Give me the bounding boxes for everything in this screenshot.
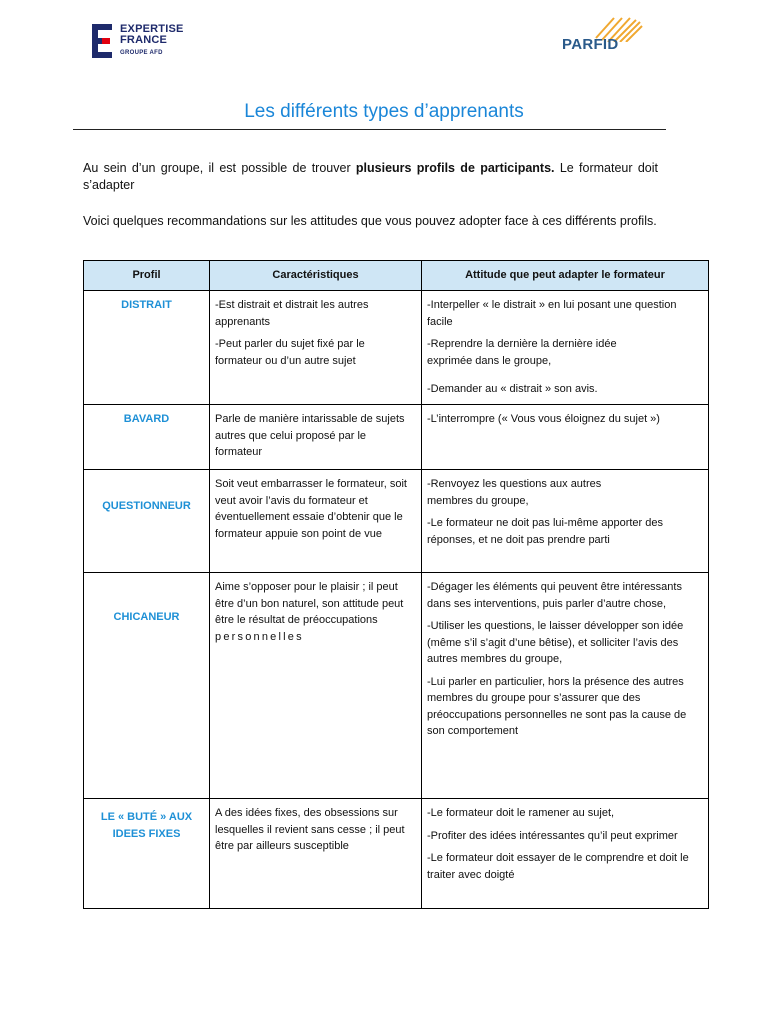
profiles-table [83, 260, 709, 909]
characteristics-cell: A des idées fixes, des obsessions sur lesquelles il revient sans cesse ; il peut être par ailleurs susceptible [210, 799, 422, 909]
characteristics-cell: Parle de manière intarissable de sujets autres que celui proposé par le formateur [210, 405, 422, 470]
page-title: Les différents types d’apprenants [244, 101, 524, 122]
attitude-cell: -Interpeller « le distrait » en lui posant une question facile -Reprendre la dernière la dernière idée exprimée dans le groupe, -Demander au « distrait » son avis. [422, 291, 709, 405]
profile-cell: CHICANEUR [84, 573, 210, 799]
profile-cell: QUESTIONNEUR [84, 470, 210, 573]
expertise-france-logo [92, 24, 184, 60]
table-row [84, 291, 709, 405]
attitude-cell: -Renvoyez les questions aux autres membres du groupe, -Le formateur ne doit pas lui-même apporter des réponses, et ne doit pas prendre parti [422, 470, 709, 573]
logo-text-line3: GROUPE AFD [120, 50, 163, 56]
parfid-logo [556, 12, 656, 56]
table-header-row [84, 261, 709, 291]
header-caracteristiques: Caractéristiques [210, 261, 422, 291]
header-profil: Profil [84, 261, 210, 291]
table-row [84, 470, 709, 573]
attitude-cell: -Le formateur doit le ramener au sujet, -Profiter des idées intéressantes qu’il peut exprimer -Le formateur doit essayer de le comprendre et doit le traiter avec doigté [422, 799, 709, 909]
intro-paragraph-2: Voici quelques recommandations sur les attitudes que vous pouvez adopter face à ces différents profils. [83, 214, 657, 228]
profile-cell: BAVARD [84, 405, 210, 470]
logo-text-line2: FRANCE [120, 34, 168, 46]
characteristics-cell: Aime s’opposer pour le plaisir ; il peut être d’un bon naturel, son attitude peut être le résultat de préoccupations personnelles [210, 573, 422, 799]
logo-text-line1: EXPERTISE [120, 23, 184, 35]
parfid-wordmark: PARFID [562, 36, 619, 53]
table-row [84, 799, 709, 909]
header-attitude: Attitude que peut adapter le formateur [422, 261, 709, 291]
attitude-cell: -L’interrompre (« Vous vous éloignez du sujet ») [422, 405, 709, 470]
characteristics-cell: -Est distrait et distrait les autres apprenants -Peut parler du sujet fixé par le formateur ou d’un autre sujet [210, 291, 422, 405]
table-row [84, 573, 709, 799]
title-divider [73, 129, 666, 130]
profile-cell: DISTRAIT [84, 291, 210, 405]
intro-paragraph: Au sein d’un groupe, il est possible de trouver plusieurs profils de participants. Le formateur doit s’adapter [83, 161, 659, 192]
characteristics-cell: Soit veut embarrasser le formateur, soit veut avoir l’avis du formateur et éventuellement essaie d’obtenir que le formateur appuie son point de vue [210, 470, 422, 573]
profile-cell: LE « BUTÉ » AUX IDEES FIXES [84, 799, 210, 909]
attitude-cell: -Dégager les éléments qui peuvent être intéressants dans ses interventions, puis parler d’autre chose, -Utiliser les questions, le laisser développer son idée (même s’il s’agit d’une bêtise), et solliciter l’avis des autres membres du groupe, -Lui parler en particulier, hors la présence des autres membres du groupe pour s’assurer que des préoccupations personnelles ne sont pas la cause de son comportement [422, 573, 709, 799]
table-row [84, 405, 709, 470]
expertise-france-mark-icon [92, 24, 112, 58]
